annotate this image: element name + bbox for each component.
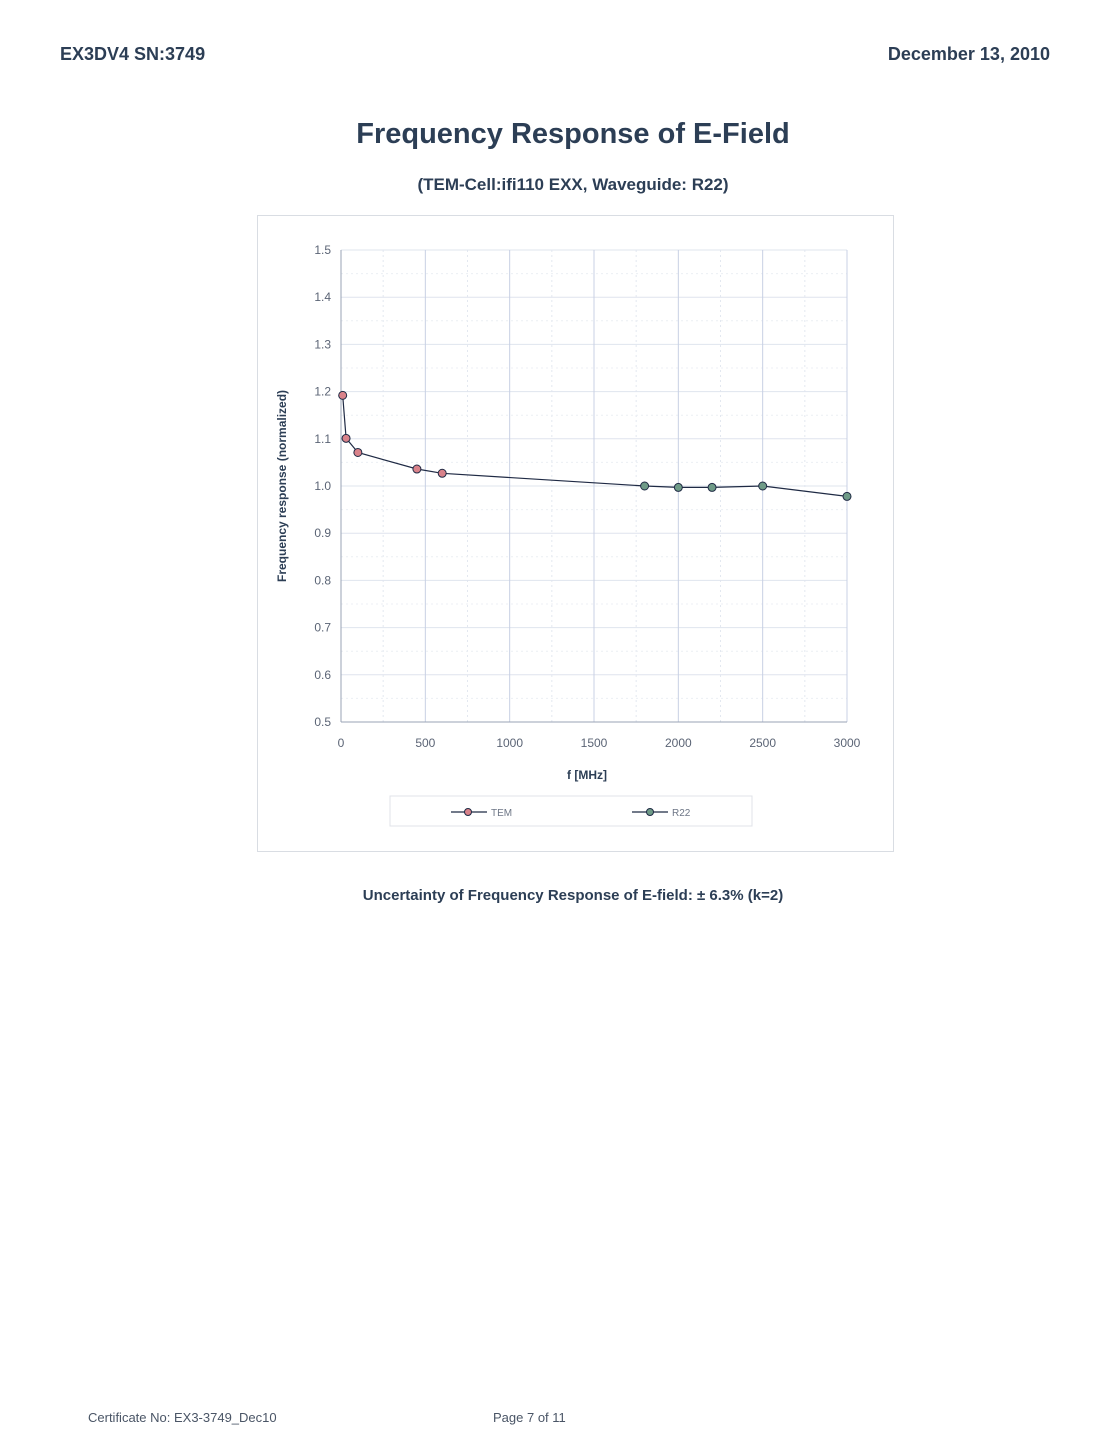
x-tick-labels (338, 736, 861, 750)
legend-label-r22: R22 (672, 808, 691, 819)
document-date: December 13, 2010 (887, 44, 1050, 64)
x-axis-label: f [MHz] (567, 768, 607, 782)
data-point-r22 (843, 492, 851, 500)
x-tick-label: 2000 (664, 736, 692, 750)
uncertainty-note: Uncertainty of Frequency Response of E-field: ± 6.3% (k=2) (362, 887, 784, 904)
legend-marker-r22 (647, 809, 654, 816)
y-tick-label: 1.5 (314, 243, 331, 257)
x-tick-label: 500 (415, 736, 436, 750)
y-tick-label: 0.6 (314, 667, 331, 682)
legend-label-tem: TEM (491, 808, 513, 819)
series-lines (343, 395, 847, 496)
y-tick-label: 1.0 (314, 479, 331, 493)
chart-subtitle: (TEM-Cell:ifi110 EXX, Waveguide: R22) (417, 175, 729, 194)
document-id: EX3DV4 SN:3749 (60, 44, 206, 64)
data-point-r22 (759, 482, 767, 490)
y-axis-label: Frequency response (normalized) (275, 389, 289, 583)
x-tick-label: 3000 (833, 736, 861, 750)
x-tick-label: 1500 (580, 736, 608, 750)
data-point-tem (438, 469, 446, 477)
series-line (343, 395, 847, 496)
y-tick-label: 1.2 (314, 384, 331, 399)
y-tick-label: 0.8 (314, 573, 331, 588)
x-tick-label: 2500 (749, 736, 777, 750)
legend-marker-tem (465, 809, 472, 816)
x-tick-label: 0 (337, 736, 345, 750)
data-point-tem (413, 465, 421, 473)
data-point-tem (342, 434, 350, 442)
legend-box (390, 796, 752, 826)
y-tick-label: 1.4 (314, 290, 331, 305)
chart-title: Frequency Response of E-Field (356, 118, 790, 150)
data-point-r22 (641, 482, 649, 490)
legend (390, 796, 752, 826)
data-point-r22 (708, 483, 716, 491)
y-tick-label: 0.9 (314, 526, 331, 541)
y-tick-label: 1.1 (314, 431, 331, 446)
chart-frame (257, 215, 894, 852)
series-points (339, 391, 851, 500)
data-point-tem (339, 391, 347, 399)
y-tick-label: 1.3 (314, 337, 331, 352)
data-point-tem (354, 448, 362, 456)
y-tick-labels (314, 243, 331, 729)
y-tick-label: 0.5 (314, 715, 331, 729)
page-number: Page 7 of 11 (493, 1410, 566, 1425)
data-point-r22 (674, 483, 682, 491)
frequency-response-chart (258, 216, 893, 851)
y-tick-label: 0.7 (314, 620, 331, 635)
x-tick-label: 1000 (496, 736, 524, 750)
certificate-number: Certificate No: EX3-3749_Dec10 (88, 1410, 277, 1425)
